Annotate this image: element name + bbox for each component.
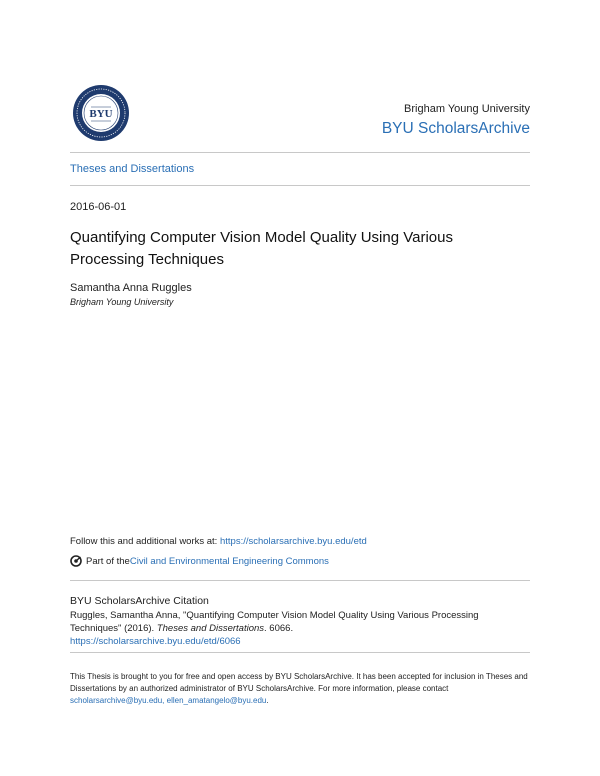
part-of-line [70,555,329,567]
network-icon [70,555,82,567]
archive-name-link[interactable]: BYU ScholarsArchive [381,120,530,137]
divider [70,652,530,653]
institution-name: Brigham Young University [404,103,530,115]
citation-body [70,609,510,648]
citation-url-link[interactable]: https://scholarsarchive.byu.edu/etd/6066 [70,636,241,647]
byu-seal-logo [72,84,130,142]
partof-prefix: Part of the [86,555,130,567]
author-name: Samantha Anna Ruggles [70,282,192,294]
author-affiliation: Brigham Young University [70,297,174,307]
commons-link[interactable]: Civil and Environmental Engineering Commons [129,555,329,567]
notice-text: This Thesis is brought to you for free and open access by BYU ScholarsArchive. It has been accepted for inclusion in Theses and Dissertations by an authorized administrator of BYU ScholarsArchive. For more information, please contact [70,672,528,693]
institution-block [382,103,530,138]
divider [70,185,530,186]
collection-link[interactable]: Theses and Dissertations [70,163,195,175]
follow-prefix: Follow this and additional works at: [70,536,220,547]
citation-suffix: . 6066. [264,623,294,634]
document-title: Quantifying Computer Vision Model Quality Using Various Processing Techniques [70,229,453,268]
publication-date: 2016-06-01 [70,201,127,213]
follow-url-link[interactable]: https://scholarsarchive.byu.edu/etd [219,536,367,547]
contact-email-links[interactable]: scholarsarchive@byu.edu, ellen_amatangelo@byu.edu [70,696,267,705]
access-notice [70,671,530,707]
notice-end: . [266,696,269,705]
seal-text: BYU [89,108,113,120]
citation-heading: BYU ScholarsArchive Citation [70,595,209,607]
citation-journal: Theses and Dissertations [156,623,265,634]
follow-line [70,536,367,547]
divider [70,580,530,581]
divider [70,152,530,153]
citation-text: Ruggles, Samantha Anna, "Quantifying Computer Vision Model Quality Using Various Processing Techniques" (2016). [70,610,479,634]
